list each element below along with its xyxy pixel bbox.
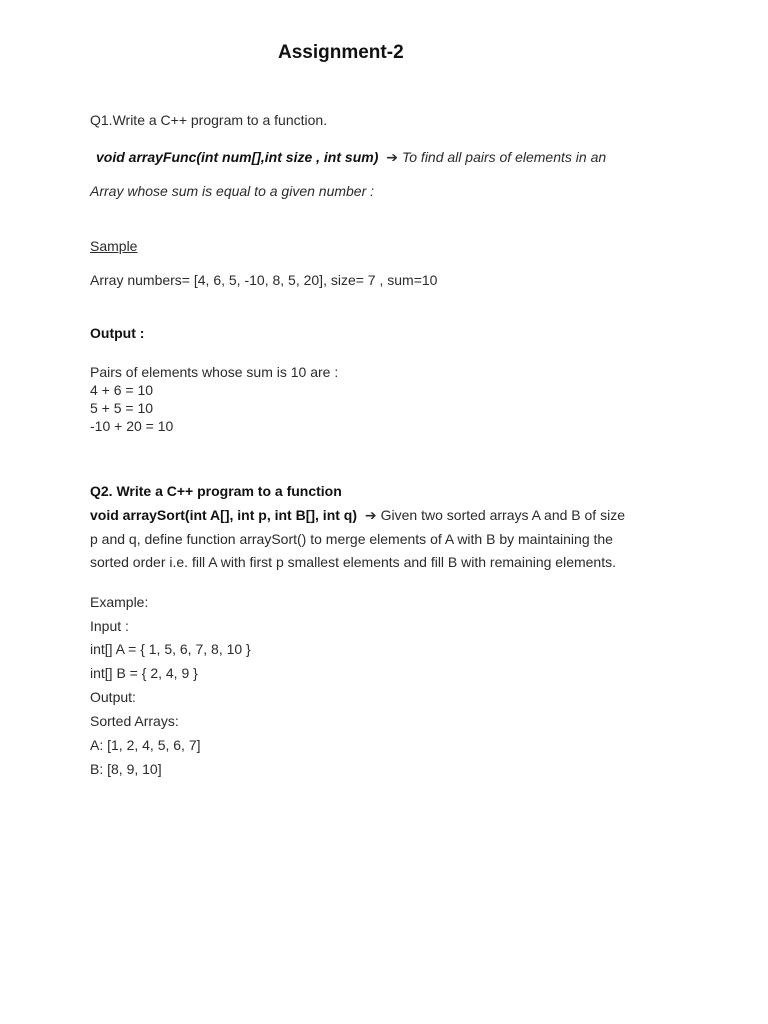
q2-example-line: Sorted Arrays: <box>90 713 179 729</box>
q1-signature-line <box>96 148 606 166</box>
q1-output-label: Output : <box>90 325 145 341</box>
q2-example-line: Input : <box>90 618 129 634</box>
q2-example-line: int[] A = { 1, 5, 6, 7, 8, 10 } <box>90 641 251 657</box>
q1-description-part2: Array whose sum is equal to a given number : <box>90 183 375 199</box>
q1-sample-label: Sample <box>90 238 138 254</box>
q2-example-line: Example: <box>90 594 149 610</box>
q1-description-part1: To find all pairs of elements in an <box>401 149 607 165</box>
q2-description-part2: p and q, define function arraySort() to merge elements of A with B by maintaining the <box>90 531 613 547</box>
arrow-icon: ➔ <box>364 507 377 523</box>
q1-output-line: 4 + 6 = 10 <box>90 382 154 398</box>
q2-description-part1: Given two sorted arrays A and B of size <box>380 507 625 523</box>
q1-output-line: Pairs of elements whose sum is 10 are : <box>90 364 339 380</box>
q2-example-line: A: [1, 2, 4, 5, 6, 7] <box>90 737 201 753</box>
q1-heading: Q1.Write a C++ program to a function. <box>90 112 328 128</box>
q2-example-line: Output: <box>90 689 136 705</box>
q2-heading: Q2. Write a C++ program to a function <box>90 483 342 499</box>
q2-example-line: int[] B = { 2, 4, 9 } <box>90 665 198 681</box>
q1-signature: void arrayFunc(int num[],int size , int sum) <box>96 149 379 165</box>
q2-example-line: B: [8, 9, 10] <box>90 761 162 777</box>
page-title: Assignment-2 <box>278 42 404 63</box>
q1-output-line: -10 + 20 = 10 <box>90 418 174 434</box>
q1-sample-line: Array numbers= [4, 6, 5, -10, 8, 5, 20], size= 7 , sum=10 <box>90 272 438 288</box>
q2-description-part3: sorted order i.e. fill A with first p smallest elements and fill B with remaining elements. <box>90 554 616 570</box>
arrow-icon: ➔ <box>386 149 398 165</box>
q2-signature-line <box>90 506 625 524</box>
q1-output-line: 5 + 5 = 10 <box>90 400 154 416</box>
q2-signature: void arraySort(int A[], int p, int B[], int q) <box>90 507 358 523</box>
